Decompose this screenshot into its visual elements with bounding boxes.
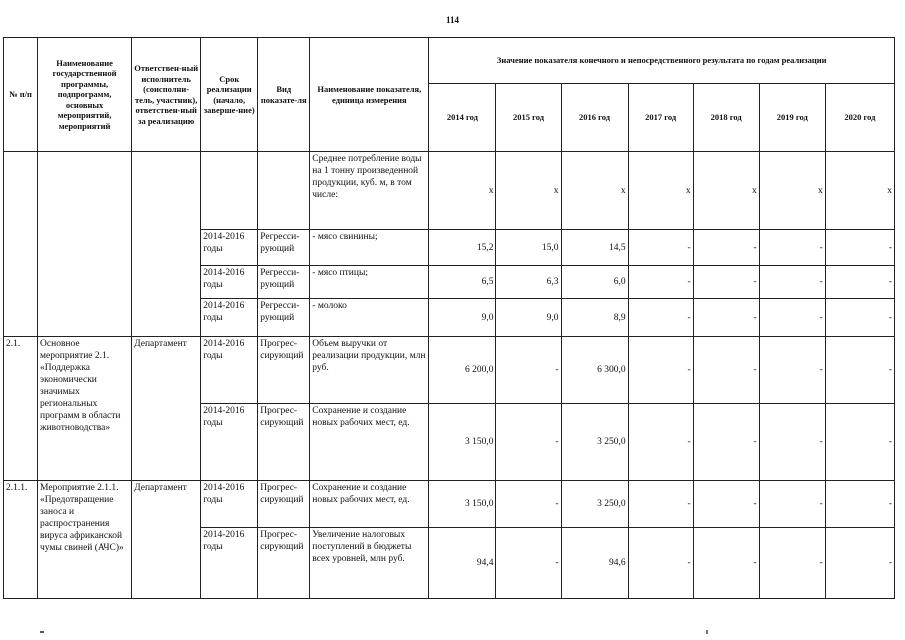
cell-value: 3 250,0 bbox=[561, 481, 628, 528]
cell-num bbox=[4, 152, 38, 337]
cell-value: x bbox=[561, 152, 628, 230]
cell-value: - bbox=[628, 266, 693, 299]
cell-value: - bbox=[693, 266, 759, 299]
cell-value: 94,6 bbox=[561, 528, 628, 599]
cell-type bbox=[258, 152, 310, 230]
cell-value: - bbox=[759, 481, 825, 528]
cell-term: 2014-2016 годы bbox=[201, 266, 258, 299]
cell-value: - bbox=[825, 299, 894, 337]
cell-value: - bbox=[759, 299, 825, 337]
header-year: 2017 год bbox=[628, 84, 693, 152]
cell-name: Мероприятие 2.1.1. «Предотвращение заноса и распространения вируса африканской чумы свиней (АЧС)» bbox=[38, 481, 132, 599]
cell-value: - bbox=[496, 528, 561, 599]
header-name: Наименование государственной программы, подпрограмм, основных мероприятий, мероприятий bbox=[38, 38, 132, 152]
cell-value: - bbox=[825, 528, 894, 599]
cell-value: x bbox=[429, 152, 496, 230]
cell-value: - bbox=[628, 299, 693, 337]
header-type: Вид показате-ля bbox=[258, 38, 310, 152]
cell-value: - bbox=[496, 404, 561, 481]
cell-value: 94,4 bbox=[429, 528, 496, 599]
indicators-table bbox=[3, 37, 895, 599]
cell-value: 9,0 bbox=[496, 299, 561, 337]
cell-indicator: Увеличение налоговых поступлений в бюджеты всех уровней, млн руб. bbox=[310, 528, 429, 599]
cell-indicator: Сохранение и создание новых рабочих мест, ед. bbox=[310, 404, 429, 481]
cell-value: - bbox=[759, 404, 825, 481]
cell-value: 9,0 bbox=[429, 299, 496, 337]
cell-value: x bbox=[496, 152, 561, 230]
header-year: 2016 год bbox=[561, 84, 628, 152]
cell-value: - bbox=[759, 230, 825, 266]
cell-value: x bbox=[693, 152, 759, 230]
cell-value: 14,5 bbox=[561, 230, 628, 266]
cell-type: Прогрес-сирующий bbox=[258, 481, 310, 528]
cell-type: Прогрес-сирующий bbox=[258, 528, 310, 599]
cell-value: x bbox=[759, 152, 825, 230]
header-year: 2018 год bbox=[693, 84, 759, 152]
header-term: Срок реализации (начало, заверше-ние) bbox=[201, 38, 258, 152]
cell-value: 15,2 bbox=[429, 230, 496, 266]
scan-speck bbox=[40, 631, 44, 633]
cell-indicator: Сохранение и создание новых рабочих мест, ед. bbox=[310, 481, 429, 528]
cell-num: 2.1.1. bbox=[4, 481, 38, 599]
header-responsible: Ответствен-ный исполнитель (соисполни-тель, участник), ответствен-ный за реализацию bbox=[132, 38, 201, 152]
cell-value: 8,9 bbox=[561, 299, 628, 337]
cell-num: 2.1. bbox=[4, 337, 38, 481]
header-num: № п/п bbox=[4, 38, 38, 152]
cell-value: - bbox=[825, 404, 894, 481]
cell-value: - bbox=[628, 528, 693, 599]
header-values-group: Значение показателя конечного и непосредственного результата по годам реализации bbox=[429, 38, 895, 84]
cell-type: Регресси-рующий bbox=[258, 266, 310, 299]
cell-term: 2014-2016 годы bbox=[201, 481, 258, 528]
cell-value: - bbox=[759, 337, 825, 404]
cell-value: 3 150,0 bbox=[429, 481, 496, 528]
cell-value: - bbox=[628, 337, 693, 404]
cell-value: 15,0 bbox=[496, 230, 561, 266]
cell-value: - bbox=[628, 230, 693, 266]
header-year: 2015 год bbox=[496, 84, 561, 152]
cell-value: 6 200,0 bbox=[429, 337, 496, 404]
cell-indicator: Среднее потребление воды на 1 тонну произведенной продукции, куб. м, в том числе: bbox=[310, 152, 429, 230]
cell-responsible: Департамент bbox=[132, 481, 201, 599]
cell-type: Регресси-рующий bbox=[258, 299, 310, 337]
cell-value: - bbox=[825, 337, 894, 404]
header-year: 2014 год bbox=[429, 84, 496, 152]
cell-responsible bbox=[132, 152, 201, 337]
cell-value: x bbox=[628, 152, 693, 230]
table-row bbox=[4, 337, 895, 404]
cell-value: - bbox=[825, 266, 894, 299]
page-number: 114 bbox=[445, 15, 459, 25]
cell-value: - bbox=[759, 528, 825, 599]
header-year: 2019 год bbox=[759, 84, 825, 152]
cell-term bbox=[201, 152, 258, 230]
scan-speck bbox=[706, 630, 708, 634]
cell-value: 6,3 bbox=[496, 266, 561, 299]
cell-value: 3 250,0 bbox=[561, 404, 628, 481]
cell-value: - bbox=[693, 481, 759, 528]
table-row bbox=[4, 481, 895, 528]
cell-indicator: - молоко bbox=[310, 299, 429, 337]
cell-value: x bbox=[825, 152, 894, 230]
cell-value: 6,0 bbox=[561, 266, 628, 299]
cell-indicator: - мясо свинины; bbox=[310, 230, 429, 266]
cell-indicator: Объем выручки от реализации продукции, млн руб. bbox=[310, 337, 429, 404]
cell-value: - bbox=[628, 481, 693, 528]
cell-value: - bbox=[496, 481, 561, 528]
cell-value: - bbox=[693, 230, 759, 266]
table-row bbox=[4, 152, 895, 230]
cell-value: - bbox=[693, 299, 759, 337]
cell-value: - bbox=[759, 266, 825, 299]
cell-value: 6,5 bbox=[429, 266, 496, 299]
cell-name: Основное мероприятие 2.1. «Поддержка экономически значимых региональных программ в области животноводства» bbox=[38, 337, 132, 481]
cell-value: - bbox=[693, 337, 759, 404]
cell-value: - bbox=[693, 528, 759, 599]
header-indicator: Наименование показателя, единица измерения bbox=[310, 38, 429, 152]
cell-responsible: Департамент bbox=[132, 337, 201, 481]
cell-value: - bbox=[496, 337, 561, 404]
cell-term: 2014-2016 годы bbox=[201, 299, 258, 337]
cell-term: 2014-2016 годы bbox=[201, 337, 258, 404]
cell-term: 2014-2016 годы bbox=[201, 528, 258, 599]
cell-type: Прогрес-сирующий bbox=[258, 337, 310, 404]
cell-type: Прогрес-сирующий bbox=[258, 404, 310, 481]
cell-value: - bbox=[693, 404, 759, 481]
cell-term: 2014-2016 годы bbox=[201, 404, 258, 481]
cell-value: 3 150,0 bbox=[429, 404, 496, 481]
cell-value: 6 300,0 bbox=[561, 337, 628, 404]
cell-term: 2014-2016 годы bbox=[201, 230, 258, 266]
header-year: 2020 год bbox=[825, 84, 894, 152]
cell-name bbox=[38, 152, 132, 337]
cell-value: - bbox=[825, 481, 894, 528]
cell-value: - bbox=[628, 404, 693, 481]
cell-indicator: - мясо птицы; bbox=[310, 266, 429, 299]
cell-value: - bbox=[825, 230, 894, 266]
cell-type: Регресси-рующий bbox=[258, 230, 310, 266]
